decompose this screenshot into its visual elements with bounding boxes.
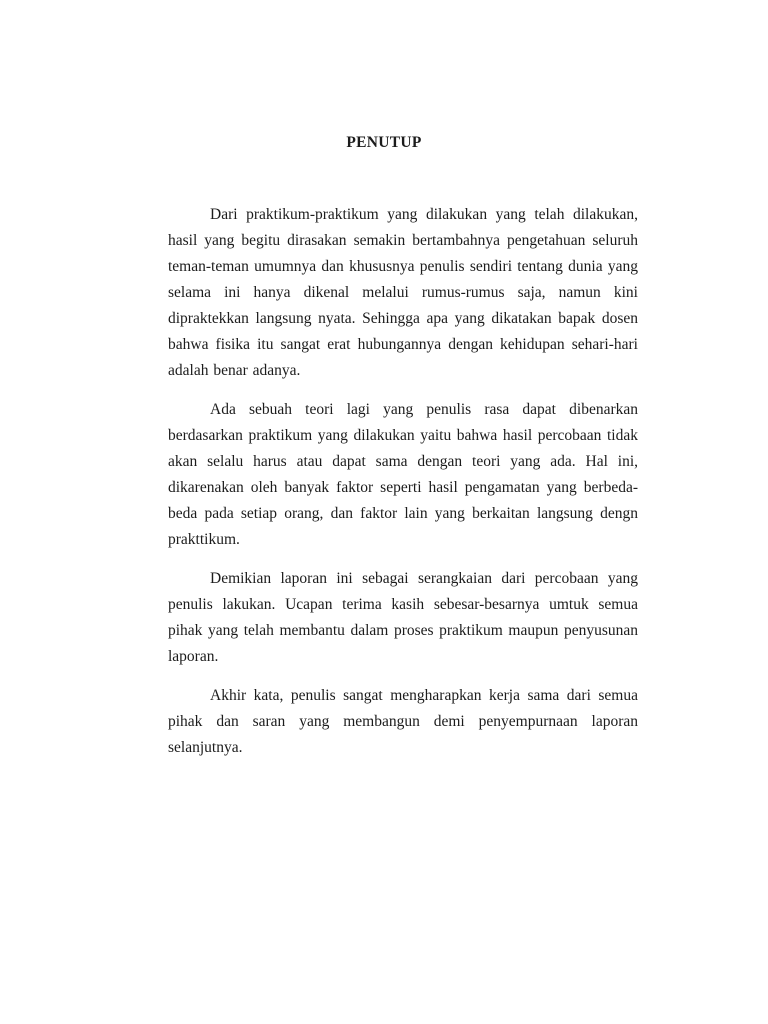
page-title: PENUTUP (346, 134, 422, 151)
paragraph-1: Dari praktikum-praktikum yang dilakukan yang telah dilakukan, hasil yang begitu dirasakan semakin bertambahnya pengetahuan seluruh teman-teman umumnya dan khususnya penulis sendiri tentang dunia yang selama ini hanya dikenal melalui rumus-rumus saja, namun kini dipraktekkan langsung nyata. Sehingga apa yang dikatakan bapak dosen bahwa fisika itu sangat erat hubungannya dengan kehidupan sehari-hari adalah benar adanya. (168, 206, 638, 379)
paragraph-2: Ada sebuah teori lagi yang penulis rasa dapat dibenarkan berdasarkan praktikum yang dilakukan yaitu bahwa hasil percobaan tidak akan selalu harus atau dapat sama dengan teori yang ada. Hal ini, dikarenakan oleh banyak faktor seperti hasil pengamatan yang berbeda-beda pada setiap orang, dan faktor lain yang berkaitan langsung dengn prakttikum. (168, 401, 638, 548)
paragraph-3: Demikian laporan ini sebagai serangkaian dari percobaan yang penulis lakukan. Ucapan terima kasih sebesar-besarnya umtuk semua pihak yang telah membantu dalam proses praktikum maupun penyusunan laporan. (168, 570, 638, 665)
paragraph-4: Akhir kata, penulis sangat mengharapkan kerja sama dari semua pihak dan saran yang membangun demi penyempurnaan laporan selanjutnya. (168, 687, 638, 756)
